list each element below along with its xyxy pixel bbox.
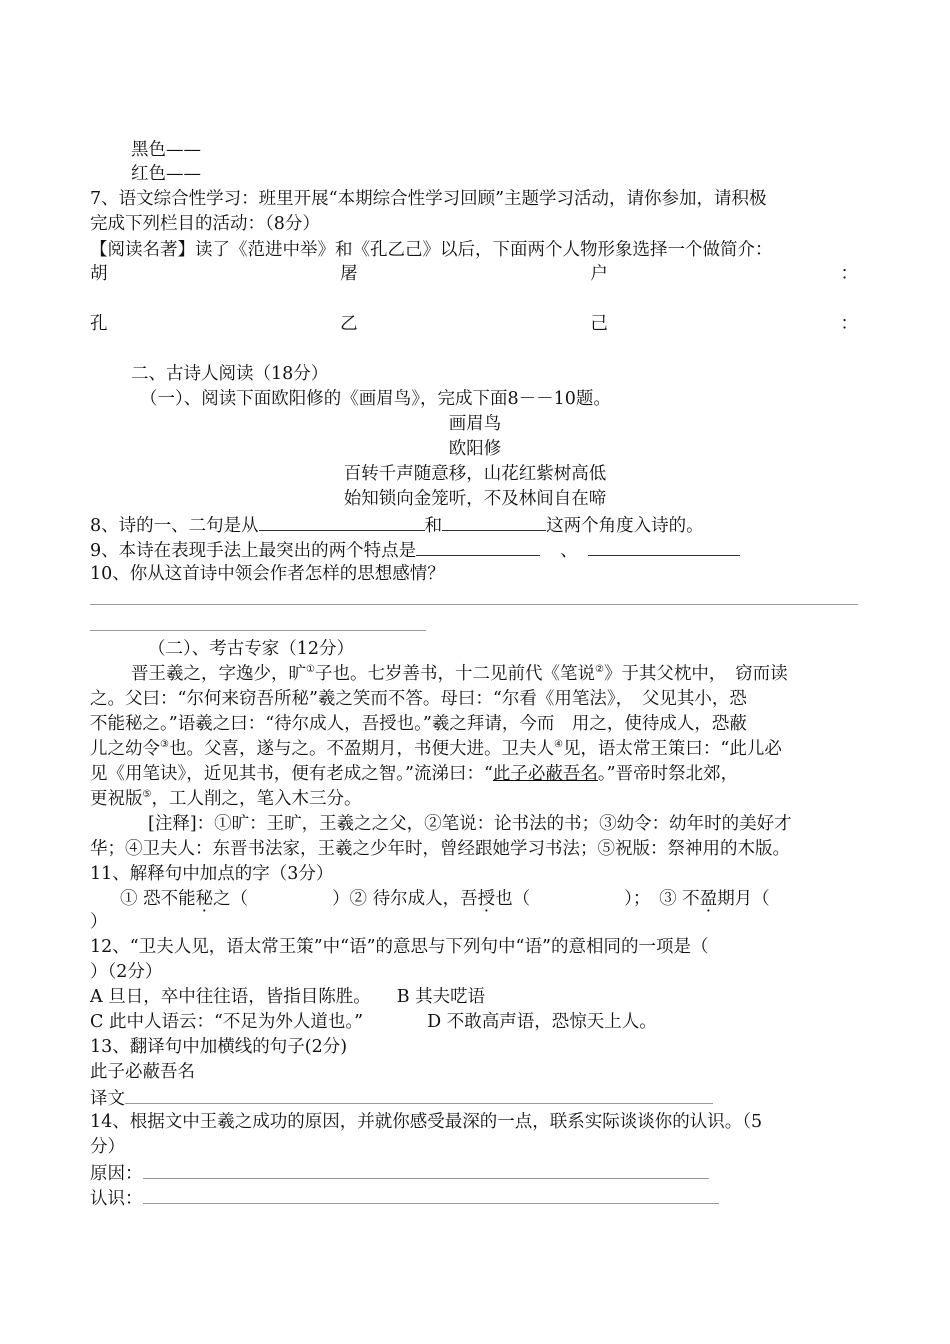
notes-line-2: 华；④卫夫人：东晋书法家，王羲之少年时，曾经跟她学习书法；⑤祝版：祭神用的木版。 [90, 839, 790, 859]
passage-text: 儿之幼令 [90, 739, 160, 759]
q12-option-a[interactable]: A 旦日，卒中往往语，皆指目陈胜。 [90, 987, 371, 1007]
q11-text: ① 恐不能 [120, 889, 196, 909]
notes-line-1: [注释]：①旷：王旷，王羲之之父，②笔说：论书法的书；③幼令：幼年时的美好才 [148, 814, 792, 834]
q7-line2: 完成下列栏目的活动：（8分） [90, 214, 320, 234]
dotted-char: 盈 [699, 889, 718, 909]
passage-line-4 [90, 737, 782, 761]
q11-text: 也（ [495, 889, 531, 909]
poem-title: 画眉鸟 [448, 414, 502, 434]
q14-view-label: 认识： [90, 1189, 143, 1209]
passage-text: 》于其父枕中， 窃而读 [603, 664, 788, 684]
q11-close-paren: ） [90, 912, 108, 932]
q8 [90, 512, 704, 538]
passage-text: 更祝版 [90, 789, 143, 809]
q7-row1-c3: ： [840, 264, 858, 284]
q7-row1-c1: 屠 [340, 264, 358, 284]
q7-row-kong-yiji [90, 312, 858, 336]
q11-text: 期月（ [717, 889, 770, 909]
footnote-mark: ④ [553, 739, 563, 751]
q13-answer-line[interactable] [125, 1085, 713, 1104]
red-color-line: 红色—— [131, 164, 201, 184]
dotted-char: 秘 [195, 889, 214, 909]
passage-text: ，工人削之，笔入木三分。 [151, 789, 362, 809]
q13-label: 译文 [90, 1089, 125, 1109]
footnote-mark: ⑤ [142, 789, 152, 801]
q11-text: ）； ③ 不 [624, 889, 700, 909]
passage-text: 见，语太常王策曰：“此儿必 [562, 739, 782, 759]
q7-row2-c2: 己 [590, 314, 608, 334]
q7-line1: 7、语文综合性学习：班里开展“本期综合性学习回顾”主题学习活动，请你参加，请积极 [90, 189, 767, 209]
q7-row-hu-tuhu [90, 262, 858, 286]
passage-line-2: 之。父曰：“尔何来窃吾所秘”羲之笑而不答。母曰：“尔看《用笔法》， 父见其小，恐 [90, 689, 747, 709]
q13-translation-row [90, 1085, 713, 1111]
q7-row1-c2: 户 [590, 264, 608, 284]
footnote-mark: ② [594, 664, 604, 676]
passage-line-6 [90, 787, 361, 811]
q8-text-c: 这两个角度入诗的。 [546, 516, 704, 536]
q12-line2: ）（2分） [90, 962, 163, 982]
footnote-mark: ① [306, 664, 315, 676]
passage-text: 。”晋帝时祭北郊， [597, 764, 739, 784]
q13-title: 13、翻译句中加横线的句子(2分) [90, 1037, 348, 1057]
q14-reason-row [90, 1160, 709, 1186]
q8-blank-1[interactable] [259, 512, 425, 531]
q11-title: 11、解释句中加点的字（3分） [90, 864, 334, 884]
q7-row2-c1: 乙 [340, 314, 358, 334]
q14-reason-line[interactable] [143, 1160, 709, 1179]
q9-blank-2[interactable] [588, 537, 740, 556]
q9-blank-1[interactable] [416, 537, 540, 556]
part2-heading: （二）、考古专家（12分） [148, 639, 355, 659]
poem-line-2: 始知锁向金笼听，不及林间自在啼 [343, 489, 607, 509]
poem-author: 欧阳修 [448, 439, 502, 459]
section2-heading: 二、古诗人阅读（18分） [131, 364, 329, 384]
q12-option-b[interactable]: B 其夫呓语 [396, 987, 486, 1007]
q12-option-c[interactable]: C 此中人语云：“不足为外人道也。” [90, 1012, 364, 1032]
dotted-char: 授 [477, 889, 496, 909]
passage-line-3: 不能秘之。”语羲之曰：“待尔成人，吾授也。”羲之拜请，今而 用之，使待成人，恐蔽 [90, 714, 747, 734]
q12-options-ab [90, 985, 485, 1009]
q10-answer-line-1[interactable] [90, 604, 858, 605]
q14-reason-label: 原因： [90, 1164, 143, 1184]
underlined-sentence: 此子必蔽吾名 [492, 764, 598, 784]
passage-text: 子也。七岁善书，十二见前代《笔说 [314, 664, 595, 684]
q12-option-d[interactable]: D 不敢高声语，恐惊天上人。 [427, 1012, 657, 1032]
poem-line-1: 百转千声随意移，山花红紫树高低 [343, 464, 607, 484]
passage-line-1 [131, 662, 788, 686]
q7-line3: 【阅读名著】读了《范进中举》和《孔乙己》以后，下面两个人物形象选择一个做简介： [90, 240, 773, 260]
q8-text-a: 8、诗的一、二句是从 [90, 516, 259, 536]
q14-line2: 分） [90, 1137, 125, 1157]
black-color-line: 黑色—— [131, 140, 201, 160]
q14-view-row [90, 1185, 719, 1211]
q8-blank-2[interactable] [442, 512, 546, 531]
q9-text-a: 9、本诗在表现手法上最突出的两个特点是 [90, 541, 417, 561]
q12-options-cd [90, 1010, 657, 1034]
q13-sentence: 此子必蔽吾名 [90, 1062, 195, 1082]
q10: 10、你从这首诗中领会作者怎样的思想感情？ [90, 564, 445, 584]
passage-text: 也。父喜，遂与之。不盈期月，书便大进。卫夫人 [168, 739, 554, 759]
q11-text: ）② 待尔成人，吾 [332, 889, 478, 909]
q7-row1-c0: 胡 [90, 264, 108, 284]
part1-heading: （一）、阅读下面欧阳修的《画眉鸟》，完成下面8－－10题。 [140, 389, 611, 409]
q12-line1: 12、“卫夫人见，语太常王策”中“语”的意思与下列句中“语”的意相同的一项是（ [90, 937, 709, 957]
q10-answer-line-2[interactable] [90, 630, 426, 631]
passage-text: 晋王羲之，字逸少，旷 [131, 664, 306, 684]
q9-text-b: 、 [560, 541, 578, 561]
footnote-mark: ③ [160, 739, 169, 751]
passage-text: 见《用笔诀》，近见其书，便有老成之智。”流涕曰：“ [90, 764, 493, 784]
q11-items [120, 887, 770, 911]
q11-text: 之（ [213, 889, 249, 909]
q8-text-b: 和 [424, 516, 443, 536]
q14-line1: 14、根据文中王羲之成功的原因，并就你感受最深的一点，联系实际谈谈你的认识。（5 [90, 1112, 763, 1132]
q14-view-line[interactable] [143, 1185, 719, 1204]
q9 [90, 537, 740, 563]
q7-row2-c3: ： [840, 314, 858, 334]
q7-row2-c0: 孔 [90, 314, 108, 334]
passage-line-5 [90, 762, 738, 786]
